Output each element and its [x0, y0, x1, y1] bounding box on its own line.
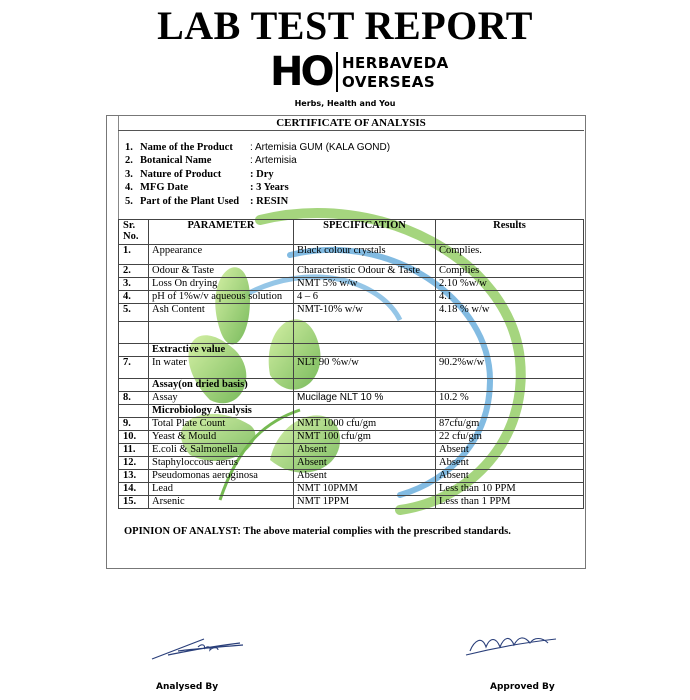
left-rule — [118, 116, 119, 219]
table-row: 1. Appearance Black colour crystals Complies. — [119, 245, 584, 265]
approved-by-label: Approved By — [490, 682, 555, 692]
table-row: 4. pH of 1%w/v aqueous solution 4 – 6 4.1 — [119, 291, 584, 304]
section-row-microbiology: Microbiology Analysis — [119, 405, 584, 418]
table-row: 15. Arsenic NMT 1PPM Less than 1 PPM — [119, 496, 584, 509]
table-row: 9. Total Plate Count NMT 1000 cfu/gm 87cfu/gm — [119, 418, 584, 431]
product-info-row: 1. Name of the Product : Artemisia GUM (KALA GOND) — [125, 142, 391, 153]
analyst-signature-icon — [148, 625, 248, 665]
section-row-assay: Assay(on dried basis) — [119, 379, 584, 392]
analysed-by-label: Analysed By — [156, 682, 219, 692]
company-logo — [270, 49, 449, 100]
table-row: 3. Loss On drying NMT 5% w/w 2.10 %w/w — [119, 278, 584, 291]
table-row: 13. Pseudomonas aeroginosa Absent Absent — [119, 470, 584, 483]
logo-mark: HO — [270, 49, 332, 95]
header-parameter: PARAMETER — [149, 220, 294, 245]
product-info-row: 3. Nature of Product : Dry — [125, 169, 274, 180]
logo-tagline: Herbs, Health and You — [294, 99, 396, 108]
table-row: 12. Staphyloccous aerus Absent Absent — [119, 457, 584, 470]
table-header-row — [119, 220, 584, 245]
product-info-row: 4. MFG Date : 3 Years — [125, 182, 289, 193]
logo-name-line2: OVERSEAS — [342, 73, 436, 91]
analysis-table — [118, 219, 584, 509]
section-row-extractive: Extractive value — [119, 344, 584, 357]
logo-divider — [336, 52, 338, 92]
table-row: 2. Odour & Taste Characteristic Odour & Taste Complies — [119, 265, 584, 278]
header-sr-no: Sr. No. — [119, 220, 149, 245]
table-row: 10. Yeast & Mould NMT 100 cfu/gm 22 cfu/gm — [119, 431, 584, 444]
table-row-blank — [119, 322, 584, 344]
table-row: 14. Lead NMT 10PMM Less than 10 PPM — [119, 483, 584, 496]
table-row: 8. Assay Mucilage NLT 10 % 10.2 % — [119, 392, 584, 405]
table-row: 5. Ash Content NMT-10% w/w 4.18 % w/w — [119, 304, 584, 322]
table-row: 7. In water NLT 90 %w/w 90.2%w/w — [119, 357, 584, 379]
certificate-title: CERTIFICATE OF ANALYSIS — [118, 116, 584, 131]
header-results: Results — [436, 220, 584, 245]
table-row: 11. E.coli & Salmonella Absent Absent — [119, 444, 584, 457]
product-info-row: 5. Part of the Plant Used : RESIN — [125, 196, 289, 207]
product-info-row: 2. Botanical Name : Artemisia — [125, 155, 297, 166]
report-title: LAB TEST REPORT — [157, 3, 533, 48]
analyst-opinion: OPINION OF ANALYST: The above material complies with the prescribed standards. — [124, 526, 511, 537]
approver-signature-icon — [460, 625, 560, 665]
logo-name-line1: HERBAVEDA — [342, 54, 449, 72]
header-specification: SPECIFICATION — [294, 220, 436, 245]
